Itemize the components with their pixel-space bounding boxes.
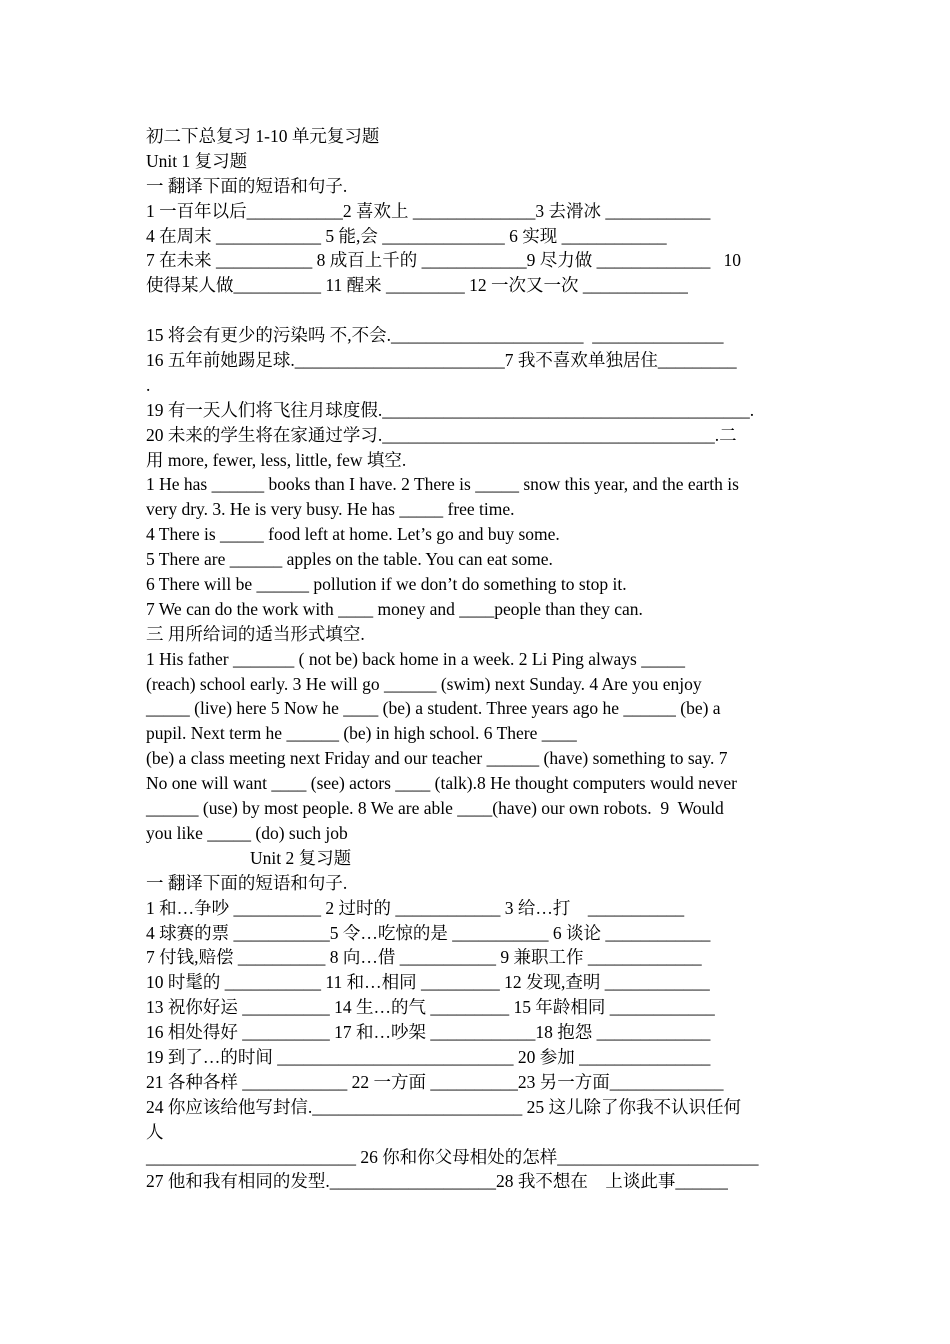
unit2-part1-heading: 一 翻译下面的短语和句子. — [146, 872, 348, 893]
unit1-line: 5 There are ______ apples on the table. You can eat some. — [146, 549, 553, 570]
unit1-line: ______ (use) by most people. 8 We are able ____(have) our own robots. 9 Would — [146, 798, 724, 819]
unit2-line: 19 到了…的时间 ___________________________ 20 参加 _______________ — [146, 1046, 711, 1067]
unit2-line: 4 球赛的票 ___________5 令…吃惊的是 ___________ 6 谈论 ____________ — [146, 922, 711, 943]
unit1-line: . — [146, 374, 151, 395]
unit2-line: 27 他和我有相同的发型.___________________28 我不想在 上谈此事______ — [146, 1171, 728, 1192]
unit1-line: 1 He has ______ books than I have. 2 There is _____ snow this year, and the earth is — [146, 474, 739, 495]
document-title: 初二下总复习 1-10 单元复习题 — [146, 126, 380, 146]
unit1-line: pupil. Next term he ______ (be) in high school. 6 There ____ — [146, 723, 577, 744]
unit1-heading: Unit 1 复习题 — [146, 150, 248, 171]
unit1-line: 19 有一天人们将飞往月球度假.__________________________________________. — [146, 399, 755, 420]
unit2-line: 24 你应该给他写封信.________________________ 25 这儿除了你我不认识任何 — [146, 1096, 741, 1117]
blank-line — [146, 298, 806, 323]
unit2-line: 21 各种各样 ____________ 22 一方面 __________23 另一方面_____________ — [146, 1071, 724, 1092]
unit1-line: _____ (live) here 5 Now he ____ (be) a student. Three years ago he ______ (be) a — [146, 698, 721, 719]
unit1-line: 16 五年前她踢足球.________________________7 我不喜欢单独居住_________ — [146, 350, 737, 371]
unit1-line: 7 在未来 ___________ 8 成百上千的 ____________9 尽力做 _____________ 10 — [146, 250, 741, 271]
unit2-line: 人 — [146, 1121, 164, 1142]
unit2-heading: Unit 2 复习题 — [250, 847, 352, 868]
unit1-line: 使得某人做__________ 11 醒来 _________ 12 一次又一次 ____________ — [146, 275, 688, 296]
unit1-line: (be) a class meeting next Friday and our teacher ______ (have) something to say. 7 — [146, 748, 728, 769]
unit2-line: 10 时髦的 ___________ 11 和…相同 _________ 12 发现,查明 ____________ — [146, 972, 710, 993]
unit1-line: 6 There will be ______ pollution if we don’t do something to stop it. — [146, 574, 627, 595]
unit1-part2-heading: 用 more, fewer, less, little, few 填空. — [146, 449, 407, 470]
unit2-line: 7 付钱,赔偿 __________ 8 向…借 ___________ 9 兼职工作 _____________ — [146, 947, 702, 968]
unit1-line: No one will want ____ (see) actors ____ (talk).8 He thought computers would never — [146, 773, 737, 794]
unit1-line: 1 一百年以后___________2 喜欢上 ______________3 去滑冰 ____________ — [146, 200, 711, 221]
unit1-line: 20 未来的学生将在家通过学习.______________________________________.二 — [146, 424, 737, 445]
unit2-line: 16 相处得好 __________ 17 和…吵架 ____________18 抱怨 _____________ — [146, 1022, 711, 1043]
unit1-line: 7 We can do the work with ____ money and ____people than they can. — [146, 598, 643, 619]
unit1-line: (reach) school early. 3 He will go ______ (swim) next Sunday. 4 Are you enjoy — [146, 673, 702, 694]
unit1-line: 1 His father _______ ( not be) back home in a week. 2 Li Ping always _____ — [146, 648, 685, 669]
unit2-line: 1 和…争吵 __________ 2 过时的 ____________ 3 给…打 ___________ — [146, 897, 685, 918]
unit1-line: 4 在周末 ____________ 5 能,会 ______________ 6 实现 ____________ — [146, 225, 667, 246]
unit1-line: you like _____ (do) such job — [146, 822, 348, 843]
unit2-line: ________________________ 26 你和你父母相处的怎样_______________________ — [146, 1146, 759, 1167]
unit1-part1-heading: 一 翻译下面的短语和句子. — [146, 175, 348, 196]
document-body — [146, 124, 806, 1194]
unit1-part3-heading: 三 用所给词的适当形式填空. — [146, 623, 365, 644]
unit1-line: 4 There is _____ food left at home. Let’s go and buy some. — [146, 524, 560, 545]
unit1-line: 15 将会有更少的污染吗 不,不会.______________________ _______________ — [146, 325, 724, 346]
unit2-line: 13 祝你好运 __________ 14 生…的气 _________ 15 年龄相同 ____________ — [146, 997, 715, 1018]
unit1-line: very dry. 3. He is very busy. He has _____ free time. — [146, 499, 515, 520]
